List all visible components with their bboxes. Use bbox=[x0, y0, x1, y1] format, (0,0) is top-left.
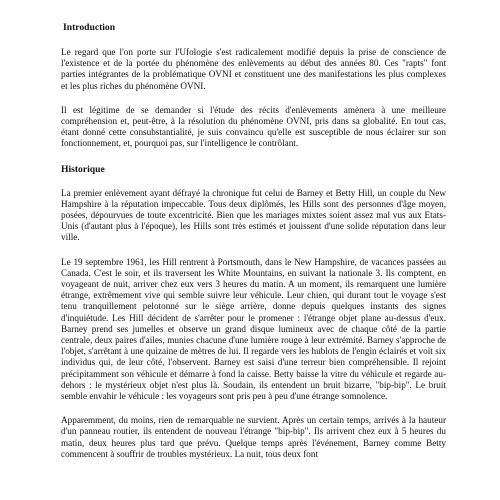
section-heading: Introduction bbox=[63, 22, 116, 33]
paragraph: Le 19 septembre 1961, les Hill rentrent à Portsmouth, dans le New Hampshire, de vacances passées au Canada. C'est le soir, et ils traversent les White Mountains, en suivant la nationale 3. Ils comptent, en voyageant de nuit, arriver chez eux vers 3 heures du matin. A un moment, ils remarquent une lumière étrange, extrêmement vive qui semble suivre leur véhicule. Leur chien, qui durant tout le voyage s'est tenu tranquillement pelotonné sur le siège arrière, donne depuis quelques instants des signes d'inquiétude. Les Hill décident de s'arrêter pour le promener : l'étrange objet plane au-dessus d'eux. Barney prend ses jumelles et observe un grand disque lumineux avec de chaque côté de la partie centrale, deux paires d'ailes, munies chacune d'une lumière rouge à leur extrémité. Barney s'approche de l'objet, s'arrêtant à une quizaine de mètres de lui. Il regarde vers les hublots de l'engin éclairés et voit six individus qui, de leur côté, l'observent. Barney est saisi d'une terreur bien compréhensible. Il rejoint précipitamment son véhicule et démarre à fond la caisse. Betty baisse la vitre du véhicule et regarde au-dehors : le mystérieux objet n'est plus là. Soudain, ils entendent un bruit bizarre, "bip-bip". Le bruit semble envahir le véhicule : les voyageurs sont pris peu à peu d'une étrange somnolence. bbox=[61, 256, 446, 402]
paragraph: Il est légitime de se demander si l'étude des récits d'enlèvements amènera à une meilleure compréhension et, peut-être, à la résolution du phénomène OVNI, pris dans sa globalité. En tout cas, étant donné cette consubstantialité, je suis convaincu qu'elle est susceptible de nous éclairer sur son fonctionnement, et, pourquoi pas, sur l'intelligence le contrôlant. bbox=[61, 104, 446, 149]
section-historique bbox=[61, 164, 446, 460]
document-body bbox=[61, 22, 446, 460]
section-heading: Historique bbox=[61, 163, 105, 175]
paragraph: Apparemment, du moins, rien de remarquable ne survient. Après un certain temps, arrivés à la hauteur d'un panneau routier, ils entendent de nouveau l'étrange "bip-bip". Ils arrivent chez eux à 5 heures du matin, deux heures plus tard que prévu. Quelque temps après l'événement, Barney comme Betty commencent à souffrir de troubles mystérieux. La nuit, tous deux font bbox=[61, 415, 446, 459]
paragraph: La premier enlèvement ayant défrayé la chronique fut celui de Barney et Betty Hill, un couple du New Hampshire à la réputation impeccable. Tous deux diplômés, les Hills sont des personnes d'âge moyen, posées, dépourvues de toute excentricité. Bien que les mariages mixtes soient assez mal vus aux Etats-Unis (d'autant plus à l'époque), les Hills sont très estimés et jouissent d'une solide réputation dans leur ville. bbox=[61, 187, 446, 243]
paragraph: Le regard que l'on porte sur l'Ufologie s'est radicalement modifié depuis la prise de conscience de l'existence et de la portée du phénomène des enlèvements au début des années 80. Ces "rapts" font parties intégrantes de la problématique OVNI et constituent une des manifestations les plus complexes et les plus riches du phénomène OVNI. bbox=[61, 47, 446, 91]
section-introduction bbox=[61, 22, 446, 150]
